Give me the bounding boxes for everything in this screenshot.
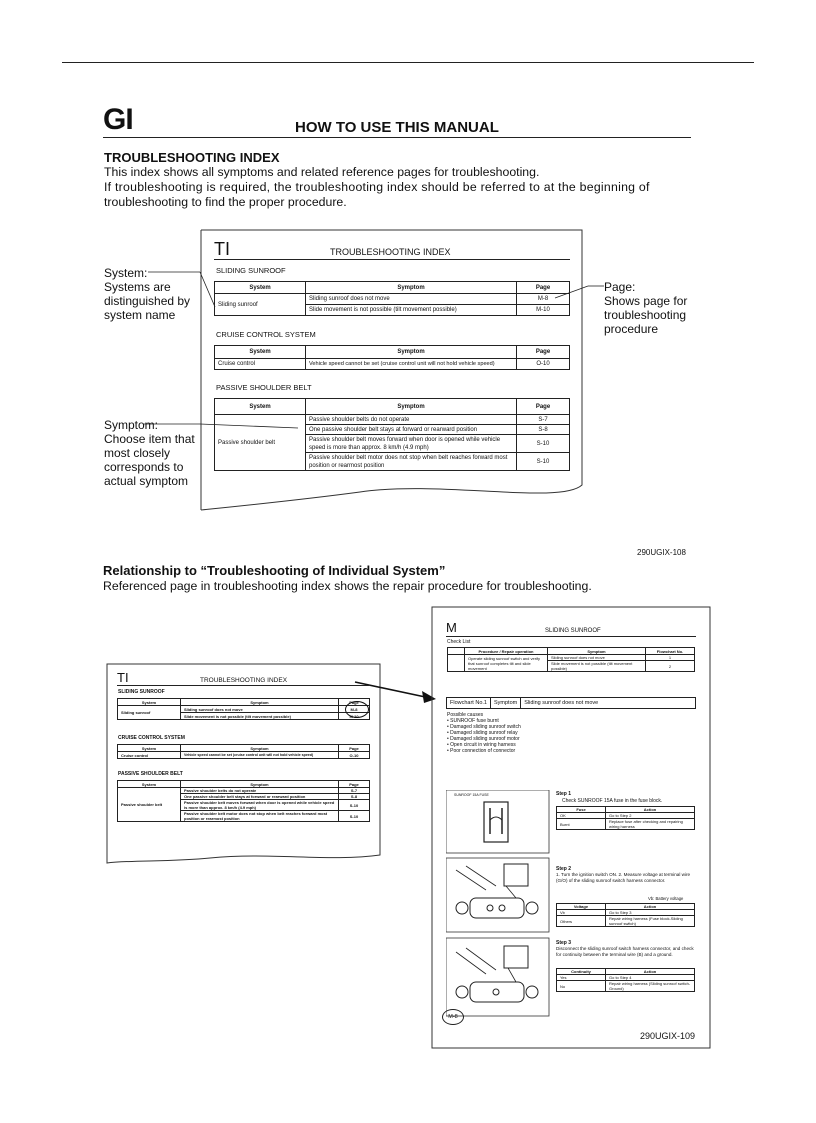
col-system: System xyxy=(215,346,306,359)
page-circle-mark xyxy=(345,701,369,718)
page-cell: S-8 xyxy=(339,794,370,800)
page-cell: S-7 xyxy=(339,788,370,794)
col-action: Action xyxy=(606,904,695,910)
page-cell: S-7 xyxy=(517,415,570,425)
m-title-rule xyxy=(446,636,696,637)
check-list-label: Check List xyxy=(447,639,471,645)
cell: Others xyxy=(557,916,606,927)
callout-system: System: Systems are distinguished by system name xyxy=(104,266,191,322)
flow-cell: 2 xyxy=(646,661,695,672)
check-corner xyxy=(448,648,465,655)
step2-table xyxy=(556,903,695,927)
relationship-heading: Relationship to “Troubleshooting of Individual System” xyxy=(103,563,446,578)
intro-line-1: This index shows all symptoms and related reference pages for troubleshooting. xyxy=(104,165,540,179)
step3-title: Step 3 xyxy=(556,940,572,946)
page-cell: S-10 xyxy=(517,435,570,453)
system-cell: Cruise control xyxy=(215,359,306,370)
page-title: HOW TO USE THIS MANUAL xyxy=(295,119,499,136)
col-symptom: Symptom xyxy=(306,346,517,359)
col-voltage: Voltage xyxy=(557,904,606,910)
figure2-left-section-cruise: CRUISE CONTROL SYSTEM xyxy=(118,735,185,741)
symptom-cell: Sliding sunroof does not move xyxy=(548,655,646,661)
page-cell: O-10 xyxy=(517,359,570,370)
figure2-left-table-sunroof xyxy=(117,698,370,720)
system-cell: Cruise control xyxy=(118,752,181,759)
col-continuity: Continuity xyxy=(557,969,606,975)
callout-symptom: Symptom: Choose item that most closely corresponds to actual symptom xyxy=(104,418,195,488)
col-symptom: Symptom xyxy=(306,282,517,294)
symptom-cell: Passive shoulder belt moves forward when door is opened while vehicle speed is more than approx. 8 km/h (4.9 mph) xyxy=(306,435,517,453)
m-page-code: M xyxy=(446,620,457,635)
step2-title: Step 2 xyxy=(556,866,572,872)
figure1-section-cruise: CRUISE CONTROL SYSTEM xyxy=(216,330,316,339)
intro-heading: TROUBLESHOOTING INDEX xyxy=(104,150,280,165)
symptom-cell: Sliding sunroof does not move xyxy=(306,294,517,305)
symptom-label: Symptom xyxy=(491,698,521,708)
system-cell: Passive shoulder belt xyxy=(118,788,181,822)
cell: OK xyxy=(557,813,606,819)
procedure-cell: Operate sliding sunroof switch and verify that sunroof completes tilt and slide movement xyxy=(465,655,548,672)
figure2-left-code: TI xyxy=(117,670,129,685)
col-system: System xyxy=(118,781,181,788)
figure2-left-section-sunroof: SLIDING SUNROOF xyxy=(118,689,165,695)
col-procedure: Procedure / Repair operation xyxy=(465,648,548,655)
figure2-left-title: TROUBLESHOOTING INDEX xyxy=(200,677,288,684)
cell: Go to Step 4 xyxy=(606,975,695,981)
figure1-section-sunroof: SLIDING SUNROOF xyxy=(216,266,286,275)
symptom-cell: Passive shoulder belt motor does not stop when belt reaches forward most position or rearmost position xyxy=(181,811,339,822)
check-num xyxy=(448,655,465,672)
step3-text: Disconnect the sliding sunroof switch harness connector, and check for continuity between the terminal wire (B) and a ground. xyxy=(556,946,694,957)
symptom-cell: Vehicle speed cannot be set (cruise control unit will not hold vehicle speed) xyxy=(181,752,339,759)
step1-table xyxy=(556,806,695,830)
col-symptom: Symptom xyxy=(181,745,339,752)
page-cell: S-8 xyxy=(517,425,570,435)
cause-item: • Damaged sliding sunroof relay xyxy=(447,730,518,736)
figure2-left-table-belt xyxy=(117,780,370,822)
col-action: Action xyxy=(606,807,695,813)
callout-page: Page: Shows page for troubleshooting procedure xyxy=(604,280,688,336)
intro-line-3: troubleshooting to find the proper procedure. xyxy=(104,195,347,209)
symptom-cell: Slide movement is not possible (tilt movement possible) xyxy=(181,713,339,720)
cell: Burnt xyxy=(557,819,606,830)
col-system: System xyxy=(215,399,306,415)
symptom-cell: Sliding sunroof does not move xyxy=(181,706,339,713)
step2-note: Vb: Battery voltage xyxy=(648,896,684,901)
cell: Vb xyxy=(557,910,606,916)
symptom-cell: Passive shoulder belt motor does not stop when belt reaches forward most position or rearmost position xyxy=(306,453,517,471)
figure1-table-belt xyxy=(214,398,570,471)
cell: No xyxy=(557,981,606,992)
figure2-left-section-belt: PASSIVE SHOULDER BELT xyxy=(118,771,183,777)
page-cell: O-10 xyxy=(339,752,370,759)
flow-cell: 1 xyxy=(646,655,695,661)
cell: Go to Step 3 xyxy=(606,910,695,916)
page-cell: S-10 xyxy=(339,800,370,811)
col-symptom: Symptom xyxy=(548,648,646,655)
col-page: Page xyxy=(339,745,370,752)
step2-text: 1. Turn the ignition switch ON. 2. Measure voltage at terminal wire (G/O) of the sliding sunroof switch harness connector. xyxy=(556,872,691,883)
figure2-left-table-cruise xyxy=(117,744,370,759)
page-cell: M-10 xyxy=(517,305,570,316)
system-cell: Sliding sunroof xyxy=(118,706,181,720)
intro-line-2: If troubleshooting is required, the troubleshooting index should be referred to at the beginning of xyxy=(104,180,650,194)
flowchart-header xyxy=(446,697,696,709)
col-system: System xyxy=(118,699,181,706)
fuse-label: SUNROOF 15A FUSE xyxy=(454,793,489,797)
symptom-cell: Passive shoulder belts do not operate xyxy=(181,788,339,794)
cause-item: • SUNROOF fuse burnt xyxy=(447,718,499,724)
step1-text: Check SUNROOF 15A fuse in the fuse block. xyxy=(562,798,663,804)
col-symptom: Symptom xyxy=(181,699,339,706)
page-cell: S-10 xyxy=(517,453,570,471)
causes-title: Possible causes xyxy=(447,712,484,718)
figure1-table-cruise xyxy=(214,345,570,370)
system-cell: Passive shoulder belt xyxy=(215,415,306,471)
col-system: System xyxy=(118,745,181,752)
figure1-code: TI xyxy=(214,239,230,259)
figure1-id: 290UGIX-108 xyxy=(637,548,686,557)
step3-table xyxy=(556,968,695,992)
page-cell: M-8 xyxy=(517,294,570,305)
figure1-section-belt: PASSIVE SHOULDER BELT xyxy=(216,383,312,392)
step1-title: Step 1 xyxy=(556,791,572,797)
cell: Repair wiring harness (Sliding sunroof switch-Ground) xyxy=(606,981,695,992)
col-page: Page xyxy=(339,781,370,788)
symptom-cell: Vehicle speed cannot be set (cruise control unit will not hold vehicle speed) xyxy=(306,359,517,370)
symptom-cell: One passive shoulder belt stays at forward or rearward position xyxy=(181,794,339,800)
cause-item: • Damaged sliding sunroof switch xyxy=(447,724,521,730)
col-fuse: Fuse xyxy=(557,807,606,813)
cell: Repair wiring harness (Fuse block-Sliding sunroof switch) xyxy=(606,916,695,927)
cell: Go to Step 2 xyxy=(606,813,695,819)
figure1-title: TROUBLESHOOTING INDEX xyxy=(330,247,451,257)
col-page: Page xyxy=(517,282,570,294)
figure2-id: 290UGIX-109 xyxy=(640,1031,696,1041)
col-action: Action xyxy=(606,969,695,975)
col-page: Page xyxy=(517,346,570,359)
section-code: GI xyxy=(103,103,133,136)
figure1-table-sunroof xyxy=(214,281,570,316)
relationship-text: Referenced page in troubleshooting index shows the repair procedure for troubleshooting. xyxy=(103,579,592,593)
fuse-illustration xyxy=(446,790,550,1018)
page-cell: M-10 xyxy=(339,713,370,720)
flowchart-label: Flowchart No.1 xyxy=(447,698,491,708)
symptom-cell: Passive shoulder belt moves forward when door is opened while vehicle speed is more than approx. 8 km/h (4.9 mph) xyxy=(181,800,339,811)
figure1-title-rule xyxy=(214,259,570,260)
cause-item: • Open circuit in wiring harness xyxy=(447,742,516,748)
check-list-table xyxy=(447,647,695,672)
cell: Replace fuse after checking and repairing wiring harness xyxy=(606,819,695,830)
figure2-left-title-rule xyxy=(117,685,370,686)
cause-item: • Damaged sliding sunroof motor xyxy=(447,736,520,742)
cell: Yes xyxy=(557,975,606,981)
m-page-title: SLIDING SUNROOF xyxy=(545,628,601,634)
col-flow: Flowchart No. xyxy=(646,648,695,655)
col-page: Page xyxy=(339,699,370,706)
col-system: System xyxy=(215,282,306,294)
symptom-cell: Slide movement is not possible (tilt movement possible) xyxy=(306,305,517,316)
page-cell: S-10 xyxy=(339,811,370,822)
cause-item: • Poor connection of connector xyxy=(447,748,516,754)
system-cell: Sliding sunroof xyxy=(215,294,306,316)
page-badge: M-8 xyxy=(442,1009,464,1025)
symptom-cell: Slide movement is not possible (tilt movement possible) xyxy=(548,661,646,672)
col-symptom: Symptom xyxy=(181,781,339,788)
symptom-cell: Passive shoulder belts do not operate xyxy=(306,415,517,425)
col-symptom: Symptom xyxy=(306,399,517,415)
page-highlight: M-8 xyxy=(339,706,370,713)
flow-symptom: Sliding sunroof does not move xyxy=(524,700,599,706)
col-page: Page xyxy=(517,399,570,415)
symptom-cell: One passive shoulder belt stays at forward or rearward position xyxy=(306,425,517,435)
possible-causes xyxy=(447,712,521,754)
